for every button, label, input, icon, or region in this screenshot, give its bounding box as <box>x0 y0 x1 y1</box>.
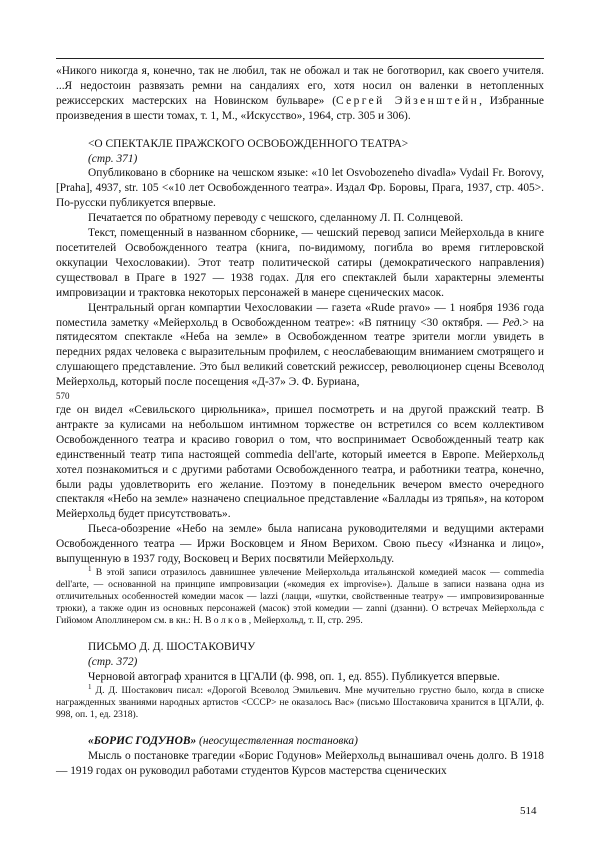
section-page-ref-shostakovich: (стр. 372) <box>88 655 138 668</box>
paragraph: Центральный орган компартии Чехословакии — газета «Rude pravo» — 1 ноября 1936 года поместила заметку «Мейерхольд в Освобожденном театре»: «В пятницу <30 октября. — Ред.> на пятидесятом спектакле «Неба на земле» в Освобожденном театре зрители могли увидеть в передних рядах человека с выразительным профилем, с неослабевающим вниманием смотрящего и слушающего представление. Это был великий советский режиссер, революционер сцены Всеволод Мейерхольд, который после посещения «Д-37» Э. Ф. Буриана, <box>56 301 544 389</box>
footnote-mark: 1 <box>88 564 92 573</box>
section-title-prague: <О СПЕКТАКЛЕ ПРАЖСКОГО ОСВОБОЖДЕННОГО ТЕАТРА> <box>88 137 409 150</box>
paragraph: Черновой автограф хранится в ЦГАЛИ (ф. 998, оп. 1, ед. 855). Публикуется впервые. <box>88 670 500 683</box>
footnote-author: Волков <box>204 615 249 626</box>
paragraph: Текст, помещенный в названном сборнике, — чешский перевод записи Мейерхольда в книге посетителей Освобожденного театра (книга, по-видимому, погибла во время гитлеровской оккупации Чехословакии). Этот театр политической сатиры (демократического направления) существовал в Праге в 1927 — 1938 годах. Для его спектаклей были характерны элементы импровизации и трактовка некоторых персонажей в манере сценических масок. <box>56 227 544 299</box>
paragraph: Опубликовано в сборнике на чешском языке: «10 let Osvobozeneho divadla» Vydail Fr. Borovy, [Praha], 4937, str. 105 <«10 лет Освобожденного театра». Издал Фр. Боровы, Прага, 1937, стр. 405>. По-русски публикуется впервые. <box>56 167 544 210</box>
top-rule <box>56 58 544 59</box>
paragraph: Пьеса-обозрение «Небо на земле» была написана руководителями и ведущими актерами Освобожденного театра — Иржи Восковцем и Яном Верихом. Свою пьесу «Изнанка и лицо», выпущенную в 1937 году, Восковец и Верих посвятили Мейерхольду. <box>56 523 544 566</box>
section-subtitle: (неосуществленная постановка) <box>196 734 358 747</box>
eisenstein-quote: «Никого никогда я, конечно, так не любил, так не обожал и так не боготворил, как своего учителя. ...Я недостоин развязать ремни на сандалиях его, хотя носил он валенки в нетопленных режиссерских мастерских на Новинском бульваре» (Сергей Эйзенштейн, Избранные произведения в шести томах, т. 1, М., «Искусство», 1964, стр. 305 и 306). <box>56 65 544 122</box>
section-page-ref-prague: (стр. 371) <box>88 152 138 165</box>
section-title-godunov: «БОРИС ГОДУНОВ» (неосуществленная постановка) <box>88 734 358 747</box>
paragraph: Печатается по обратному переводу с чешского, сделанному Л. П. Солнцевой. <box>88 212 464 225</box>
section-title-shostakovich: ПИСЬМО Д. Д. ШОСТАКОВИЧУ <box>88 641 256 653</box>
source-page-marker: 570 <box>56 391 70 402</box>
page-number: 514 <box>520 805 537 817</box>
paragraph: Мысль о постановке трагедии «Борис Годунов» Мейерхольд вынашивал очень долго. В 1918 — 1919 годах он руководил работами студентов Курсов мастерства сценических <box>56 749 544 777</box>
footnote: $^1$ Д. Д. Шостакович писал: «Дорогой Всеволод Эмильевич. Мне мучительно грустно было, когда в списке награжденных званиями народных артистов <СССР> не оказалось Вас» (письмо Шостаковича хранится в ЦГАЛИ, ф. 998, оп. 1, ед. 2318). <box>56 682 544 720</box>
page-body <box>56 64 544 778</box>
footnote: $^1$ В этой записи отразилось давнишнее увлечение Мейерхольда итальянской комедией масок — commedia dell'arte, — основанной на принципе импровизации («комедия ex improvise»). Дальше в записи названа одна из отличительных особенностей комедии масок — lazzi (лацци, «шутки, свойственные театру» — импровизированные трюки), а также один из основных персонажей (масок) этой комедии — zanni (дзанни). О встречах Мейерхольда с Гийомом Аполлинером см. в кн.: Н. Волков, Мейерхольд, т. II, стр. 295. <box>56 564 544 626</box>
footnote-mark: 1 <box>88 682 92 691</box>
editor-abbrev: Ред. <box>502 316 523 329</box>
paragraph: где он видел «Севильского цирюльника», пришел посмотреть и на другой пражский театр. В антракте за кулисами на небольшом интимном торжестве он встретился со всем коллективом Освобожденного театра и красиво говорил о том, что воспринимает Освобожденный театр как единственный театр типа настоящей commedia dell'arte, который имеется в Европе. Мейерхольд хотел познакомиться и с другими работами Освобожденного театра, и работники театра, конечно, были рады удовлетворить его желание. Поэтому в понедельник вечером вместо очередного спектакля «Небо на земле» назначено специальное представление «Баллады из тряпья», на котором Мейерхольд будет присутствовать». <box>56 404 544 521</box>
quote-author: Сергей Эйзенштейн <box>336 94 480 107</box>
